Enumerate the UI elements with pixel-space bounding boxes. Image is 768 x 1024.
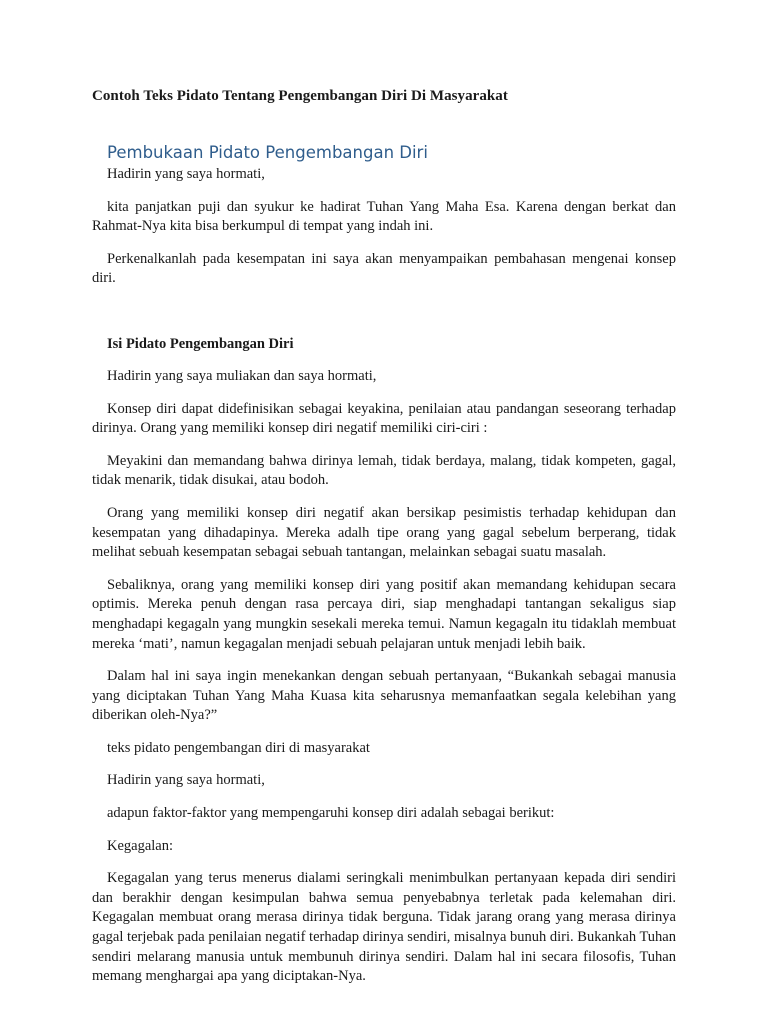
- paragraph: Dalam hal ini saya ingin menekankan dengan sebuah pertanyaan, “Bukankah sebagai manusia yang diciptakan Tuhan Yang Maha Kuasa kita seharusnya memanfaatkan segala kelebihan yang diberikan oleh-Nya?”: [92, 668, 676, 724]
- paragraph: Kegagalan:: [107, 837, 174, 854]
- paragraph: Meyakini dan memandang bahwa dirinya lemah, tidak berdaya, malang, tidak kompeten, gagal, tidak menarik, tidak disukai, atau bodoh.: [92, 452, 676, 489]
- paragraph: Orang yang memiliki konsep diri negatif akan bersikap pesimistis terhadap kehidupan dan kesempatan yang dihadapinya. Mereka adalh tipe orang yang gagal sebelum berperang, tidak melihat sebuah kesempatan sebagai sebuah tantangan, melainkan sebagai suatu masalah.: [92, 504, 676, 561]
- document-title: Contoh Teks Pidato Tentang Pengembangan Diri Di Masyarakat: [92, 88, 508, 104]
- paragraph: Hadirin yang saya hormati,: [107, 166, 265, 182]
- paragraph: Perkenalkanlah pada kesempatan ini saya akan menyampaikan pembahasan mengenai konsep diri.: [92, 250, 676, 287]
- paragraph: kita panjatkan puji dan syukur ke hadirat Tuhan Yang Maha Esa. Karena dengan berkat dan Rahmat-Nya kita bisa berkumpul di tempat yang indah ini.: [92, 198, 676, 235]
- paragraph: Hadirin yang saya muliakan dan saya hormati,: [107, 367, 377, 384]
- paragraph: adapun faktor-faktor yang mempengaruhi konsep diri adalah sebagai berikut:: [107, 805, 555, 822]
- section-heading-opening: Pembukaan Pidato Pengembangan Diri: [107, 143, 428, 162]
- paragraph: Konsep diri dapat didefinisikan sebagai keyakina, penilaian atau pandangan seseorang terhadap dirinya. Orang yang memiliki konsep diri negatif memiliki ciri-ciri :: [92, 400, 676, 437]
- paragraph: Sebaliknya, orang yang memiliki konsep diri yang positif akan memandang kehidupan secara optimis. Mereka penuh dengan rasa percaya diri, siap menghadapi tantangan sekaligus siap menghadapi kegagaln yang mungkin sesekali mereka temui. Namun kegagaln itu tidaklah membuat mereka ‘mati’, namun kegagalan menjadi sebuah pelajaran untuk menjadi lebih baik.: [92, 576, 676, 652]
- paragraph: teks pidato pengembangan diri di masyarakat: [107, 739, 370, 756]
- paragraph: Kegagalan yang terus menerus dialami seringkali menimbulkan pertanyaan kepada diri sendiri dan berakhir dengan kesimpulan bahwa semua penyebabnya terletak pada kelemahan diri. Kegagalan membuat orang merasa dirinya tidak berguna. Tidak jarang orang yang merasa dirinya gagal terjebak pada penilaian negatif terhadap dirinya sendiri, misalnya bunuh diri. Bukankah Tuhan sendiri melarang manusia untuk membunuh dirinya sendiri. Dalam hal ini secara filosofis, Tuhan memang menghargai apa yang diciptakan-Nya.: [92, 870, 676, 985]
- section-heading-content: Isi Pidato Pengembangan Diri: [107, 335, 294, 352]
- document-page: [92, 86, 676, 987]
- paragraph: Hadirin yang saya hormati,: [107, 772, 265, 789]
